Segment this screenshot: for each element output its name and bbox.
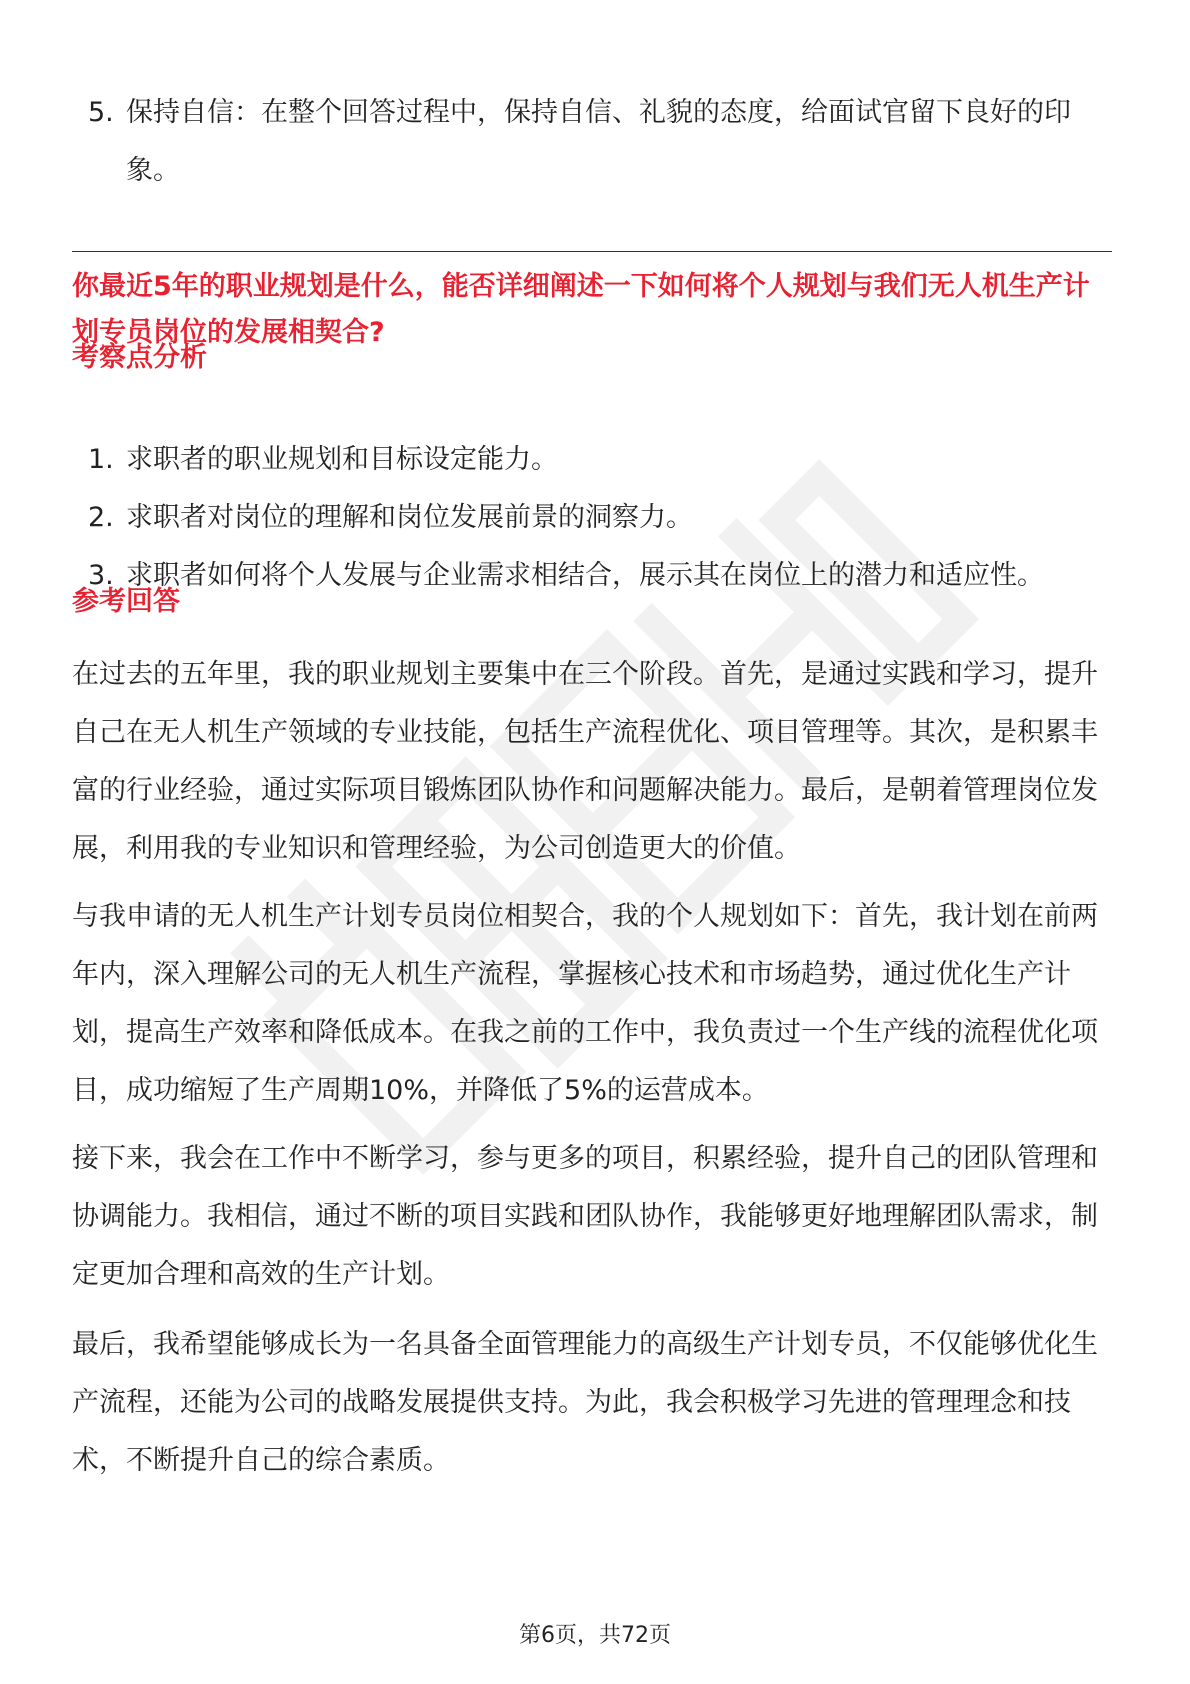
list-item-text: 求职者对岗位的理解和岗位发展前景的洞察力。 bbox=[126, 502, 693, 533]
list-item-text: 求职者如何将个人发展与企业需求相结合，展示其在岗位上的潜力和适应性。 bbox=[126, 560, 1044, 591]
list-item-text: 求职者的职业规划和目标设定能力。 bbox=[126, 444, 558, 475]
answer-title: 参考回答 bbox=[72, 586, 180, 617]
answer-paragraph: 与我申请的无人机生产计划专员岗位相契合，我的个人规划如下：首先，我计划在前两年内，深入理解公司的无人机生产流程，掌握核心技术和市场趋势，通过优化生产计划，提高生产效率和降低成本。在我之前的工作中，我负责过一个生产线的流程优化项目，成功缩短了生产周期10%，并降低了5%的运营成本。 bbox=[72, 901, 1098, 1106]
answer-paragraph: 接下来，我会在工作中不断学习，参与更多的项目，积累经验，提升自己的团队管理和协调能力。我相信，通过不断的项目实践和团队协作，我能够更好地理解团队需求，制定更加合理和高效的生产计划。 bbox=[72, 1143, 1098, 1290]
question-heading: 你最近5年的职业规划是什么，能否详细阐述一下如何将个人规划与我们无人机生产计划专员岗位的发展相契合? bbox=[72, 271, 1090, 348]
list-item-number: 2. bbox=[88, 502, 114, 533]
analysis-points-list bbox=[72, 431, 1112, 605]
list-item bbox=[72, 84, 1112, 200]
list-item bbox=[72, 431, 1112, 489]
list-item-number: 3. bbox=[88, 560, 114, 591]
numbered-list-continued bbox=[72, 84, 1112, 200]
answer-paragraph: 最后，我希望能够成长为一名具备全面管理能力的高级生产计划专员，不仅能够优化生产流程，还能为公司的战略发展提供支持。为此，我会积极学习先进的管理理念和技术，不断提升自己的综合素质。 bbox=[72, 1329, 1098, 1476]
answer-paragraph: 在过去的五年里，我的职业规划主要集中在三个阶段。首先，是通过实践和学习，提升自己在无人机生产领域的专业技能，包括生产流程优化、项目管理等。其次，是积累丰富的行业经验，通过实际项目锻炼团队协作和问题解决能力。最后，是朝着管理岗位发展，利用我的专业知识和管理经验，为公司创造更大的价值。 bbox=[72, 659, 1098, 864]
list-item bbox=[72, 489, 1112, 547]
page-number-footer: 第6页，共72页 bbox=[519, 1623, 671, 1648]
list-item bbox=[72, 547, 1112, 605]
section-divider bbox=[72, 251, 1112, 252]
analysis-title: 考察点分析 bbox=[72, 342, 207, 373]
list-item-number: 1. bbox=[88, 444, 114, 475]
list-item-text: 保持自信：在整个回答过程中，保持自信、礼貌的态度，给面试官留下良好的印象。 bbox=[126, 97, 1071, 186]
list-item-number: 5. bbox=[88, 97, 114, 128]
